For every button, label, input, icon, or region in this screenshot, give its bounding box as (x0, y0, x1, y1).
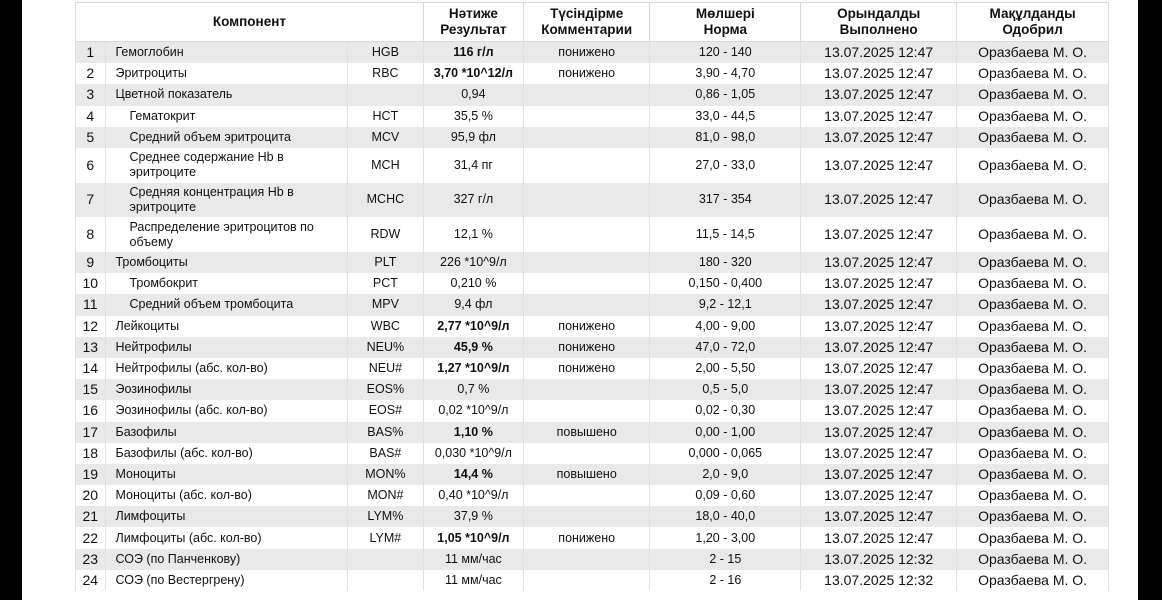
completed-datetime: 13.07.2025 12:47 (801, 294, 957, 315)
result-value: 35,5 % (423, 106, 523, 127)
table-row (76, 443, 1109, 464)
norm-range: 0,86 - 1,05 (650, 84, 801, 105)
comment: понижено (523, 42, 649, 64)
approved-by: Оразбаева М. О. (957, 337, 1109, 358)
component-code: LYM# (347, 527, 423, 548)
result-value: 14,4 % (423, 464, 523, 485)
approved-by: Оразбаева М. О. (957, 316, 1109, 337)
result-value: 9,4 фл (423, 294, 523, 315)
row-number: 2 (76, 63, 106, 84)
header-norm-kz: Мөлшері (695, 6, 755, 21)
header-done-ru: Выполнено (839, 22, 918, 37)
approved-by: Оразбаева М. О. (957, 464, 1109, 485)
row-number: 10 (76, 273, 106, 294)
approved-by: Оразбаева М. О. (957, 506, 1109, 527)
approved-by: Оразбаева М. О. (957, 63, 1109, 84)
table-row (76, 464, 1109, 485)
component-name: Лимфоциты (105, 506, 347, 527)
table-row (76, 422, 1109, 443)
completed-datetime: 13.07.2025 12:47 (801, 127, 957, 148)
completed-datetime: 13.07.2025 12:47 (801, 422, 957, 443)
comment (523, 379, 649, 400)
norm-range: 47,0 - 72,0 (650, 337, 801, 358)
component-name: Эозинофилы (105, 379, 347, 400)
result-value: 95,9 фл (423, 127, 523, 148)
approved-by: Оразбаева М. О. (957, 443, 1109, 464)
comment (523, 106, 649, 127)
row-number: 11 (76, 294, 106, 315)
norm-range: 0,150 - 0,400 (650, 273, 801, 294)
comment: повышено (523, 422, 649, 443)
approved-by: Оразбаева М. О. (957, 422, 1109, 443)
approved-by: Оразбаева М. О. (957, 485, 1109, 506)
header-approved-ru: Одобрил (1002, 22, 1063, 37)
approved-by: Оразбаева М. О. (957, 273, 1109, 294)
completed-datetime: 13.07.2025 12:47 (801, 183, 957, 218)
table-row (76, 316, 1109, 337)
table-row (76, 63, 1109, 84)
completed-datetime: 13.07.2025 12:47 (801, 42, 957, 64)
result-value: 37,9 % (423, 506, 523, 527)
result-value: 11 мм/час (423, 570, 523, 591)
row-number: 19 (76, 464, 106, 485)
header-norm (650, 3, 801, 42)
component-name: Гематокрит (105, 106, 347, 127)
row-number: 3 (76, 84, 106, 105)
approved-by: Оразбаева М. О. (957, 570, 1109, 591)
component-code: MPV (347, 294, 423, 315)
comment: понижено (523, 358, 649, 379)
table-row (76, 570, 1109, 591)
component-code: HGB (347, 42, 423, 64)
header-result (423, 3, 523, 42)
row-number: 14 (76, 358, 106, 379)
table-row (76, 252, 1109, 273)
completed-datetime: 13.07.2025 12:47 (801, 358, 957, 379)
completed-datetime: 13.07.2025 12:47 (801, 217, 957, 252)
norm-range: 27,0 - 33,0 (650, 148, 801, 183)
completed-datetime: 13.07.2025 12:47 (801, 506, 957, 527)
norm-range: 0,5 - 5,0 (650, 379, 801, 400)
result-value: 116 г/л (423, 42, 523, 64)
component-code: LYM% (347, 506, 423, 527)
row-number: 8 (76, 217, 106, 252)
comment (523, 400, 649, 421)
component-name: Нейтрофилы (105, 337, 347, 358)
table-row (76, 485, 1109, 506)
completed-datetime: 13.07.2025 12:47 (801, 273, 957, 294)
norm-range: 120 - 140 (650, 42, 801, 64)
result-value: 31,4 пг (423, 148, 523, 183)
component-code (347, 84, 423, 105)
header-comment-kz: Түсіндірме (550, 6, 624, 21)
approved-by: Оразбаева М. О. (957, 127, 1109, 148)
result-value: 12,1 % (423, 217, 523, 252)
component-name: Гемоглобин (105, 42, 347, 64)
header-done-kz: Орындалды (837, 6, 921, 21)
header-comment (523, 3, 649, 42)
completed-datetime: 13.07.2025 12:47 (801, 400, 957, 421)
table-row (76, 358, 1109, 379)
component-code: MON% (347, 464, 423, 485)
lab-results-table (75, 2, 1109, 591)
component-code: MCV (347, 127, 423, 148)
header-comment-ru: Комментарии (541, 22, 633, 37)
result-value: 11 мм/час (423, 549, 523, 570)
comment (523, 443, 649, 464)
comment (523, 217, 649, 252)
comment (523, 84, 649, 105)
completed-datetime: 13.07.2025 12:47 (801, 379, 957, 400)
table-row (76, 294, 1109, 315)
document-page (22, 0, 1138, 600)
comment (523, 273, 649, 294)
component-code: NEU% (347, 337, 423, 358)
component-name: Средний объем эритроцита (105, 127, 347, 148)
header-norm-ru: Норма (703, 22, 747, 37)
comment (523, 252, 649, 273)
table-row (76, 400, 1109, 421)
row-number: 24 (76, 570, 106, 591)
norm-range: 1,20 - 3,00 (650, 527, 801, 548)
row-number: 18 (76, 443, 106, 464)
row-number: 16 (76, 400, 106, 421)
row-number: 17 (76, 422, 106, 443)
result-value: 3,70 *10^12/л (423, 63, 523, 84)
approved-by: Оразбаева М. О. (957, 183, 1109, 218)
approved-by: Оразбаева М. О. (957, 379, 1109, 400)
completed-datetime: 13.07.2025 12:47 (801, 148, 957, 183)
completed-datetime: 13.07.2025 12:47 (801, 252, 957, 273)
table-row (76, 549, 1109, 570)
table-row (76, 273, 1109, 294)
norm-range: 9,2 - 12,1 (650, 294, 801, 315)
result-value: 0,7 % (423, 379, 523, 400)
norm-range: 81,0 - 98,0 (650, 127, 801, 148)
row-number: 23 (76, 549, 106, 570)
norm-range: 4,00 - 9,00 (650, 316, 801, 337)
norm-range: 2,0 - 9,0 (650, 464, 801, 485)
comment (523, 549, 649, 570)
component-code (347, 570, 423, 591)
component-code: HCT (347, 106, 423, 127)
comment: понижено (523, 316, 649, 337)
completed-datetime: 13.07.2025 12:47 (801, 464, 957, 485)
row-number: 1 (76, 42, 106, 64)
component-code: NEU# (347, 358, 423, 379)
component-code: RDW (347, 217, 423, 252)
component-name: Базофилы (105, 422, 347, 443)
comment (523, 570, 649, 591)
row-number: 21 (76, 506, 106, 527)
result-value: 1,05 *10^9/л (423, 527, 523, 548)
table-row (76, 127, 1109, 148)
component-code: RBC (347, 63, 423, 84)
comment (523, 485, 649, 506)
approved-by: Оразбаева М. О. (957, 294, 1109, 315)
row-number: 9 (76, 252, 106, 273)
component-name: Эритроциты (105, 63, 347, 84)
norm-range: 317 - 354 (650, 183, 801, 218)
component-code: BAS# (347, 443, 423, 464)
component-name: Распределение эритроцитов по объему (105, 217, 347, 252)
result-value: 327 г/л (423, 183, 523, 218)
result-value: 1,27 *10^9/л (423, 358, 523, 379)
completed-datetime: 13.07.2025 12:47 (801, 443, 957, 464)
row-number: 6 (76, 148, 106, 183)
row-number: 12 (76, 316, 106, 337)
component-name: СОЭ (по Панченкову) (105, 549, 347, 570)
table-row (76, 379, 1109, 400)
result-value: 0,030 *10^9/л (423, 443, 523, 464)
comment: повышено (523, 464, 649, 485)
completed-datetime: 13.07.2025 12:32 (801, 570, 957, 591)
row-number: 7 (76, 183, 106, 218)
norm-range: 33,0 - 44,5 (650, 106, 801, 127)
header-approved-kz: Мақұлданды (989, 6, 1076, 21)
header-component: Компонент (76, 3, 424, 42)
component-name: Цветной показатель (105, 84, 347, 105)
result-value: 45,9 % (423, 337, 523, 358)
approved-by: Оразбаева М. О. (957, 148, 1109, 183)
header-result-kz: Нәтиже (448, 6, 498, 21)
approved-by: Оразбаева М. О. (957, 106, 1109, 127)
result-value: 1,10 % (423, 422, 523, 443)
approved-by: Оразбаева М. О. (957, 42, 1109, 64)
norm-range: 18,0 - 40,0 (650, 506, 801, 527)
component-name: Эозинофилы (абс. кол-во) (105, 400, 347, 421)
table-row (76, 148, 1109, 183)
component-code: EOS# (347, 400, 423, 421)
component-name: Средний объем тромбоцита (105, 294, 347, 315)
approved-by: Оразбаева М. О. (957, 400, 1109, 421)
row-number: 5 (76, 127, 106, 148)
comment (523, 148, 649, 183)
completed-datetime: 13.07.2025 12:47 (801, 316, 957, 337)
row-number: 4 (76, 106, 106, 127)
approved-by: Оразбаева М. О. (957, 549, 1109, 570)
component-name: Тромбокрит (105, 273, 347, 294)
norm-range: 3,90 - 4,70 (650, 63, 801, 84)
table-row (76, 183, 1109, 218)
approved-by: Оразбаева М. О. (957, 84, 1109, 105)
component-code: MCH (347, 148, 423, 183)
result-value: 0,94 (423, 84, 523, 105)
component-code: PLT (347, 252, 423, 273)
row-number: 13 (76, 337, 106, 358)
result-value: 0,02 *10^9/л (423, 400, 523, 421)
table-row (76, 42, 1109, 64)
comment (523, 294, 649, 315)
approved-by: Оразбаева М. О. (957, 358, 1109, 379)
approved-by: Оразбаева М. О. (957, 252, 1109, 273)
component-name: Моноциты (абс. кол-во) (105, 485, 347, 506)
component-code: WBC (347, 316, 423, 337)
row-number: 22 (76, 527, 106, 548)
norm-range: 2 - 16 (650, 570, 801, 591)
component-name: Лейкоциты (105, 316, 347, 337)
completed-datetime: 13.07.2025 12:47 (801, 63, 957, 84)
table-row (76, 106, 1109, 127)
table-body (76, 42, 1109, 592)
completed-datetime: 13.07.2025 12:47 (801, 527, 957, 548)
comment: понижено (523, 63, 649, 84)
table-row (76, 84, 1109, 105)
norm-range: 0,09 - 0,60 (650, 485, 801, 506)
norm-range: 180 - 320 (650, 252, 801, 273)
table-row (76, 217, 1109, 252)
row-number: 15 (76, 379, 106, 400)
component-name: Моноциты (105, 464, 347, 485)
comment (523, 183, 649, 218)
table-row (76, 527, 1109, 548)
component-name: Среднее содержание Hb в эритроците (105, 148, 347, 183)
header-done (801, 3, 957, 42)
component-name: Нейтрофилы (абс. кол-во) (105, 358, 347, 379)
table-row (76, 506, 1109, 527)
result-value: 226 *10^9/л (423, 252, 523, 273)
norm-range: 0,02 - 0,30 (650, 400, 801, 421)
component-name: СОЭ (по Вестергрену) (105, 570, 347, 591)
row-number: 20 (76, 485, 106, 506)
norm-range: 0,000 - 0,065 (650, 443, 801, 464)
approved-by: Оразбаева М. О. (957, 527, 1109, 548)
completed-datetime: 13.07.2025 12:47 (801, 106, 957, 127)
component-name: Лимфоциты (абс. кол-во) (105, 527, 347, 548)
comment (523, 506, 649, 527)
component-name: Средняя концентрация Hb в эритроците (105, 183, 347, 218)
completed-datetime: 13.07.2025 12:47 (801, 337, 957, 358)
completed-datetime: 13.07.2025 12:47 (801, 485, 957, 506)
comment: понижено (523, 527, 649, 548)
norm-range: 11,5 - 14,5 (650, 217, 801, 252)
result-value: 0,210 % (423, 273, 523, 294)
norm-range: 2,00 - 5,50 (650, 358, 801, 379)
component-name: Базофилы (абс. кол-во) (105, 443, 347, 464)
approved-by: Оразбаева М. О. (957, 217, 1109, 252)
table-header-row (76, 3, 1109, 42)
comment (523, 127, 649, 148)
completed-datetime: 13.07.2025 12:32 (801, 549, 957, 570)
norm-range: 2 - 15 (650, 549, 801, 570)
header-approved (957, 3, 1109, 42)
result-value: 2,77 *10^9/л (423, 316, 523, 337)
component-code: PCT (347, 273, 423, 294)
component-code: EOS% (347, 379, 423, 400)
header-result-ru: Результат (440, 22, 507, 37)
norm-range: 0,00 - 1,00 (650, 422, 801, 443)
completed-datetime: 13.07.2025 12:47 (801, 84, 957, 105)
component-code: MCHC (347, 183, 423, 218)
comment: понижено (523, 337, 649, 358)
component-code: BAS% (347, 422, 423, 443)
result-value: 0,40 *10^9/л (423, 485, 523, 506)
table-row (76, 337, 1109, 358)
component-name: Тромбоциты (105, 252, 347, 273)
component-code: MON# (347, 485, 423, 506)
component-code (347, 549, 423, 570)
